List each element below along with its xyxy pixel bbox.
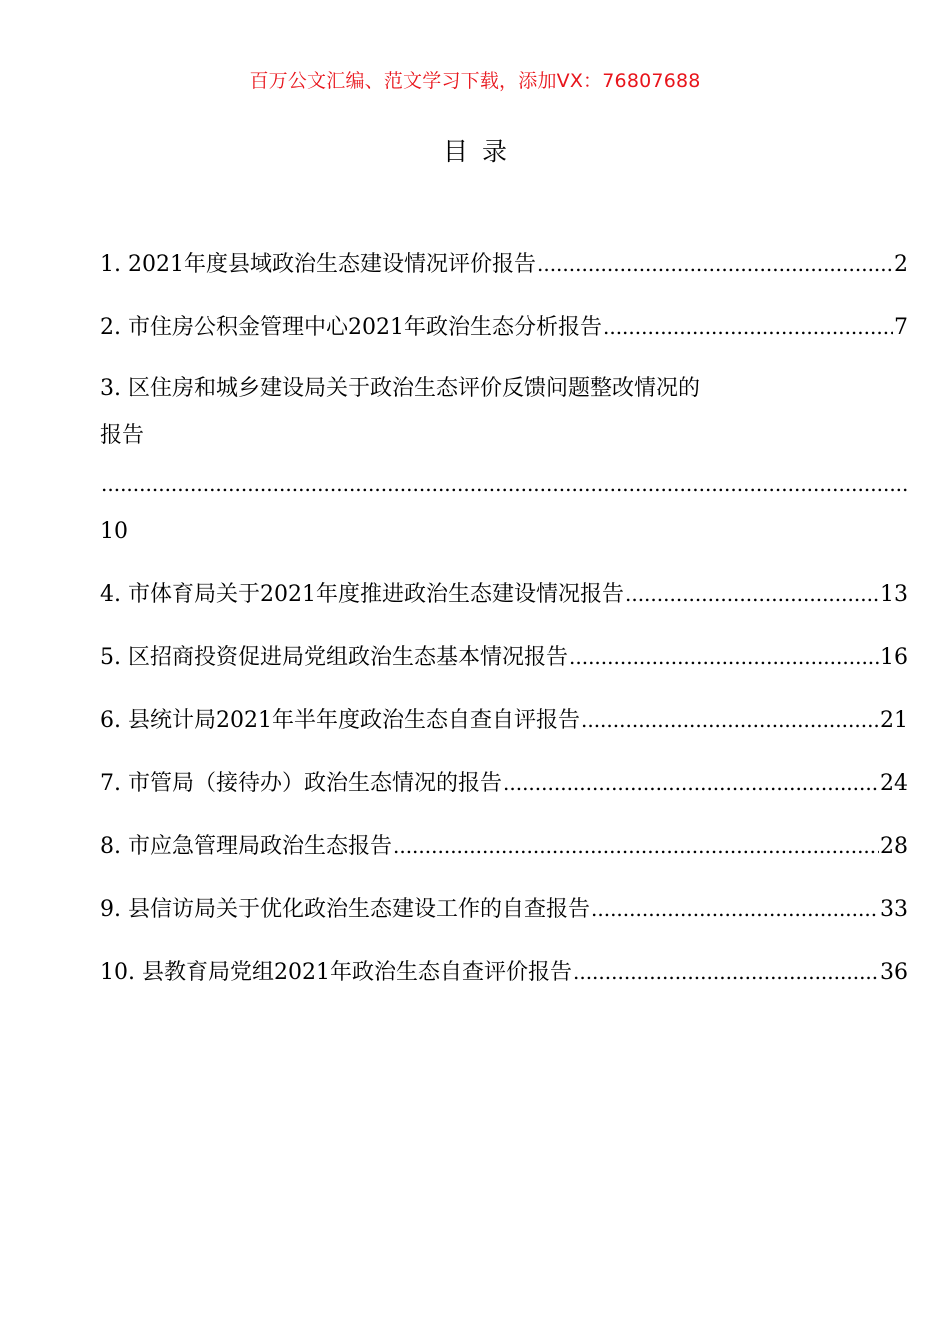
dot-leader <box>573 948 879 996</box>
toc-entry-title: 9. 县信访局关于优化政治生态建设工作的自查报告 <box>100 897 590 922</box>
page-title: 目录 <box>442 137 521 166</box>
toc-entry-page: 7 <box>894 315 908 340</box>
toc-entry[interactable] <box>100 696 908 745</box>
toc-entry-title: 7. 市管局（接待办）政治生态情况的报告 <box>100 771 502 796</box>
dot-leader <box>625 570 879 618</box>
toc-entry-title-continued: 报告 <box>100 423 145 448</box>
dot-leader <box>569 633 879 681</box>
header-note: 百万公文汇编、范文学习下载，添加VX：76807688 <box>249 70 701 92</box>
toc-entry[interactable] <box>100 759 908 808</box>
dot-leader <box>503 759 879 807</box>
dot-leader <box>101 460 907 508</box>
toc-entry[interactable] <box>100 885 908 934</box>
toc-entry[interactable] <box>100 303 908 352</box>
dot-leader <box>581 696 879 744</box>
toc-entry-title: 2. 市住房公积金管理中心2021年政治生态分析报告 <box>100 315 602 340</box>
toc-entry-title: 3. 区住房和城乡建设局关于政治生态评价反馈问题整改情况的 <box>100 376 700 401</box>
toc-entry-page: 36 <box>880 960 908 985</box>
toc-entry[interactable] <box>100 570 908 619</box>
toc-entry-page: 2 <box>894 252 908 277</box>
table-of-contents <box>100 240 908 1011</box>
toc-entry-title: 6. 县统计局2021年半年度政治生态自查自评报告 <box>100 708 580 733</box>
dot-leader <box>393 822 879 870</box>
toc-entry-title: 10. 县教育局党组2021年政治生态自查评价报告 <box>100 960 572 985</box>
toc-entry[interactable] <box>100 948 908 997</box>
toc-entry-title: 4. 市体育局关于2021年度推进政治生态建设情况报告 <box>100 582 624 607</box>
toc-entry-page: 13 <box>880 582 908 607</box>
dot-leader <box>603 303 893 351</box>
toc-entry[interactable] <box>100 822 908 871</box>
dot-leader <box>591 885 879 933</box>
toc-entry-title: 8. 市应急管理局政治生态报告 <box>100 834 392 859</box>
toc-entry[interactable] <box>100 240 908 289</box>
toc-entry-title: 5. 区招商投资促进局党组政治生态基本情况报告 <box>100 645 568 670</box>
toc-entry[interactable] <box>100 366 908 556</box>
toc-entry-page: 33 <box>880 897 908 922</box>
toc-entry[interactable] <box>100 633 908 682</box>
dot-leader <box>537 240 893 288</box>
toc-entry-title: 1. 2021年度县域政治生态建设情况评价报告 <box>100 252 536 277</box>
toc-entry-page: 21 <box>880 708 908 733</box>
toc-entry-page: 16 <box>880 645 908 670</box>
toc-entry-page: 24 <box>880 771 908 796</box>
toc-entry-page: 10 <box>100 519 128 544</box>
toc-entry-page: 28 <box>880 834 908 859</box>
